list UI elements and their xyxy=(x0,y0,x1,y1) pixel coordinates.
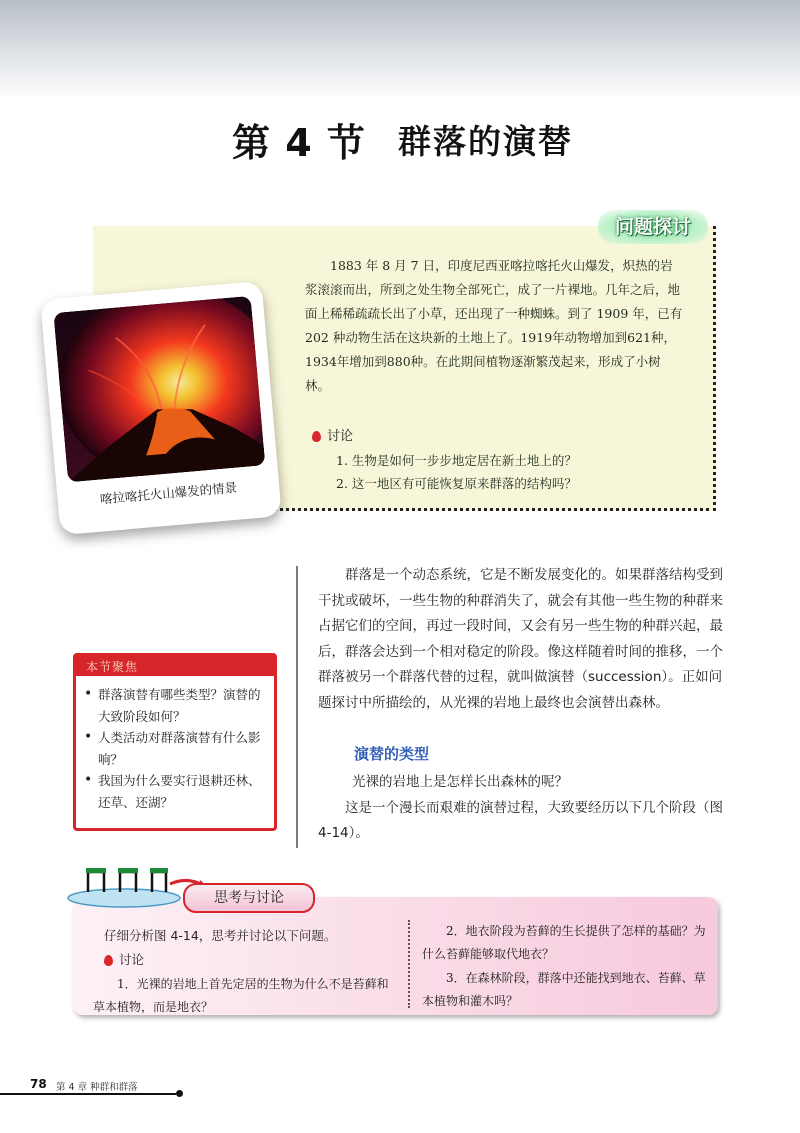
footer-rule xyxy=(0,1093,176,1095)
main-paragraph: 群落是一个动态系统，它是不断发展变化的。如果群落结构受到干扰或破坏，一些生物的种群消失了，就会有其他一些生物的种群来占据它们的空间，再过一段时间，又会有另一些生物的种群兴起，最后，群落会达到一个相对稳定的阶段。像这样随着时间的推移，一个群落被另一个群落代替的过程，就叫做演替（succession）。正如问题探讨中所描绘的，从光裸的岩地上最终也会演替出森林。 xyxy=(318,567,723,711)
focus-box xyxy=(73,653,277,831)
think-question-3: 3．在森林阶段，群落中还能找到地衣、苔藓、草本植物和灌木吗？ xyxy=(422,971,706,1008)
footer-dot xyxy=(176,1090,183,1097)
volcano-photo xyxy=(53,296,265,483)
problem-question-2: 2. 这一地区有可能恢复原来群落的结构吗？ xyxy=(336,476,577,491)
photo-caption: 喀拉喀托火山爆发的情景 xyxy=(99,479,238,507)
focus-item: • 人类活动对群落演替有什么影响？ xyxy=(82,727,268,770)
think-divider xyxy=(408,920,410,1008)
problem-question-1: 1. 生物是如何一步步地定居在新土地上的？ xyxy=(336,453,577,468)
focus-item: • 群落演替有哪些类型？演替的大致阶段如何？ xyxy=(82,684,268,727)
drop-icon xyxy=(104,955,113,966)
think-discussion-label: 讨论 xyxy=(104,950,144,968)
page-title xyxy=(0,112,800,165)
problem-paragraph: 1883 年 8 月 7 日，印度尼西亚喀拉喀托火山爆发，炽热的岩浆滚滚而出，所到之处生物全部死亡，成了一片裸地。几年之后，地面上稀稀疏疏长出了小草，还出现了一种蜘蛛。到了 1909 年，已有 202 种动物生活在这块新的土地上了。1919年动物增加到621种，1934年增加到880种。在此期间植物逐渐繁茂起来，形成了小树林。 xyxy=(305,258,683,393)
focus-header xyxy=(76,656,274,676)
think-question-2: 2．地衣阶段为苔藓的生长提供了怎样的基础？为什么苔藓能够取代地衣？ xyxy=(422,924,706,961)
subheading: 演替的类型 xyxy=(354,745,430,763)
top-band xyxy=(0,0,800,100)
paragraph-3: 这是一个漫长而艰难的演替过程，大致要经历以下几个阶段（图 4-14）。 xyxy=(318,800,723,841)
problem-discussion-label: 讨论 xyxy=(312,425,353,444)
volcano-eruption-image xyxy=(53,296,265,483)
margin-divider xyxy=(296,566,298,848)
page-number: 78 xyxy=(30,1077,47,1091)
page-footer xyxy=(0,1077,190,1095)
section-number: 第 4 节 xyxy=(232,121,366,165)
paragraph-2: 光裸的岩地上是怎样长出森林的呢？ xyxy=(352,774,568,790)
think-question-1: 1．光裸的岩地上首先定居的生物为什么不是苔藓和草本植物，而是地衣？ xyxy=(93,977,389,1014)
section-title: 群落的演替 xyxy=(398,122,573,161)
drop-icon xyxy=(312,431,321,442)
problem-tag: 问题探讨 xyxy=(598,210,708,244)
photo-card xyxy=(40,281,282,535)
chapter-label: 第 4 章 种群和群落 xyxy=(56,1082,138,1093)
think-intro: 仔细分析图 4-14，思考并讨论以下问题。 xyxy=(104,928,337,943)
think-tag: 思考与讨论 xyxy=(183,883,315,913)
focus-item: • 我国为什么要实行退耕还林、还草、还湖？ xyxy=(82,770,268,813)
focus-list xyxy=(82,684,268,813)
focus-title: 本节聚焦 xyxy=(86,660,139,674)
